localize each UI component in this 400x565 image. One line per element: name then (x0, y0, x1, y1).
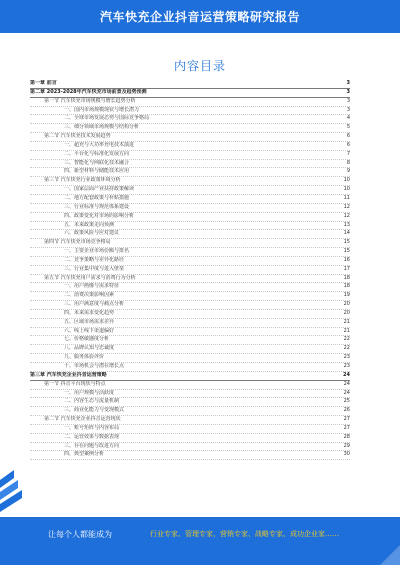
toc-entry-text: 第二章 2023-2028年汽车快充市场前景及趋势预测 (30, 88, 147, 95)
toc-subsection[interactable] (30, 222, 350, 231)
toc-section[interactable] (30, 133, 350, 142)
toc-entry-text: 一、国家层面产业扶持政策解读 (64, 186, 135, 193)
toc-entry-text: 第三节 汽车快充行业政策环境分析 (44, 177, 121, 184)
toc-entry-text: 二、消费决策影响因素 (64, 292, 115, 299)
toc-entry-text: 五、未来政策走向预测 (64, 221, 115, 228)
toc-subsection[interactable] (30, 204, 350, 213)
toc-page-number: 11 (343, 194, 350, 201)
toc-page-number: 7 (346, 150, 350, 157)
toc-page-number: 3 (346, 97, 350, 104)
toc-subsection[interactable] (30, 434, 350, 443)
toc-page-number: 18 (343, 274, 350, 281)
toc-entry-text: 二、运营效果与数据表现 (64, 433, 120, 440)
toc-subsection[interactable] (30, 115, 350, 124)
toc-page-number: 3 (346, 80, 350, 86)
toc-page-number: 28 (343, 433, 350, 440)
toc-page-number: 12 (343, 203, 350, 210)
toc-page-number: 23 (343, 354, 350, 361)
toc-page-number: 29 (343, 442, 350, 449)
toc-entry-text: 五、区域市场需求差异 (64, 318, 115, 325)
toc-section[interactable] (30, 239, 350, 248)
toc-chapter[interactable] (30, 80, 350, 89)
toc-page-number: 17 (343, 265, 350, 272)
toc-subsection[interactable] (30, 248, 350, 257)
toc-subsection[interactable] (30, 319, 350, 328)
toc-page-number: 12 (343, 212, 350, 219)
toc-entry-text: 第一节 抖音平台现状与特点 (44, 380, 106, 387)
toc-entry-text: 八、品牌认知与忠诚度 (64, 345, 115, 352)
toc-page-number: 10 (343, 186, 350, 193)
toc-subsection[interactable] (30, 292, 350, 301)
toc-page-number: 6 (346, 133, 350, 140)
toc-page-number: 4 (346, 115, 350, 122)
toc-subsection[interactable] (30, 451, 350, 460)
toc-entry-text: 二、平台化与标准化发展方向 (64, 150, 130, 157)
toc-heading: 内容目录 (173, 59, 226, 73)
toc-entry-text: 第二节 汽车快充企业抖音运营现状 (44, 416, 121, 423)
toc-subsection[interactable] (30, 310, 350, 319)
toc-page-number: 9 (346, 168, 350, 175)
toc-page-number: 24 (343, 371, 350, 378)
toc-page-number: 15 (343, 239, 350, 246)
toc-entry-text: 三、行业标准与规范体系建设 (64, 203, 130, 210)
toc-section[interactable] (30, 416, 350, 425)
toc-entry-text: 第一节 汽车快充市场规模与增长趋势分析 (44, 97, 136, 104)
toc-page-number: 21 (343, 318, 350, 325)
toc-subsection[interactable] (30, 328, 350, 337)
toc-page-number: 10 (343, 177, 350, 184)
toc-subsection[interactable] (30, 283, 350, 292)
toc-subsection[interactable] (30, 142, 350, 151)
toc-page-number: 13 (343, 221, 350, 228)
toc-entry-text: 三、智能化与网联化技术融合 (64, 159, 130, 166)
toc-subsection[interactable] (30, 398, 350, 407)
toc-section[interactable] (30, 381, 350, 390)
toc-subsection[interactable] (30, 443, 350, 452)
toc-subsection[interactable] (30, 336, 350, 345)
toc-entry-text: 二、地方配套政策与补贴措施 (64, 194, 130, 201)
toc-page-number: 21 (343, 327, 350, 334)
toc-subsection[interactable] (30, 213, 350, 222)
toc-entry-text: 一、主要企业市场份额与排名 (64, 248, 130, 255)
toc-entry-text: 第五节 汽车快充用户需求与消费行为分析 (44, 274, 136, 281)
toc-entry-text: 四、典型案例分析 (64, 451, 105, 458)
toc-page-number: 15 (343, 248, 350, 255)
toc-subsection[interactable] (30, 363, 350, 372)
toc-subsection[interactable] (30, 345, 350, 354)
toc-page-number: 22 (343, 345, 350, 352)
toc-page-number: 24 (343, 380, 350, 387)
toc-subsection[interactable] (30, 195, 350, 204)
toc-entry-text: 二、全球市场发展态势与国际竞争格局 (64, 115, 150, 122)
toc-page-number: 22 (343, 336, 350, 343)
toc-subsection[interactable] (30, 425, 350, 434)
toc-subsection[interactable] (30, 407, 350, 416)
toc-entry-text: 三、行业集中度与进入壁垒 (64, 265, 125, 272)
toc-page-number: 14 (343, 230, 350, 237)
header-bar (0, 0, 400, 33)
toc-subsection[interactable] (30, 186, 350, 195)
toc-page-number: 3 (346, 88, 350, 95)
toc-section[interactable] (30, 177, 350, 186)
toc-page-number: 20 (343, 309, 350, 316)
decorative-stripes (0, 470, 24, 520)
toc-page-number: 5 (346, 124, 350, 131)
toc-page-number: 23 (343, 363, 350, 369)
toc-subsection[interactable] (30, 160, 350, 169)
toc-entry-text: 六、政策风险与应对建议 (64, 230, 120, 237)
toc-entry-text: 七、价格敏感度分析 (64, 336, 110, 343)
toc-section[interactable] (30, 98, 350, 107)
toc-entry-text: 十、市场机会与潜在增长点 (64, 363, 125, 369)
toc-entry-text: 三、存在问题与改进方向 (64, 442, 120, 449)
toc-page-number: 6 (346, 141, 350, 148)
toc-page-number: 18 (343, 283, 350, 290)
toc-page-number: 16 (343, 256, 350, 263)
toc-page-number: 25 (343, 398, 350, 405)
toc-entry-text: 一、超充与大功率充电技术演进 (64, 141, 135, 148)
toc-entry-text: 三、细分领域市场规模与结构分析 (64, 124, 140, 131)
toc-entry-text: 一、国内市场规模现状与增长潜力 (64, 106, 140, 113)
toc-entry-text: 九、服务体验评价 (64, 354, 105, 361)
toc-page-number: 26 (343, 407, 350, 414)
footer-bar (0, 517, 400, 565)
toc-entry-text: 一、用户画像与需求特征 (64, 283, 120, 290)
toc-page-number: 20 (343, 301, 350, 308)
toc-page-number: 19 (343, 292, 350, 299)
toc-chapter[interactable] (30, 89, 350, 98)
toc-page-number: 27 (343, 416, 350, 423)
toc-page-number: 8 (346, 159, 350, 166)
toc-entry-text: 二、内容生态与流量机制 (64, 398, 120, 405)
table-of-contents (30, 80, 350, 460)
toc-entry-text: 第三章 汽车快充企业抖音运营策略 (30, 371, 107, 378)
toc-subsection[interactable] (30, 124, 350, 133)
toc-subsection[interactable] (30, 230, 350, 239)
toc-page-number: 27 (343, 424, 350, 431)
toc-subsection[interactable] (30, 266, 350, 275)
corner-decoration (370, 540, 400, 565)
toc-subsection[interactable] (30, 107, 350, 116)
toc-entry-text: 二、竞争策略与差异化路径 (64, 256, 125, 263)
toc-subsection[interactable] (30, 151, 350, 160)
toc-entry-text: 一、用户规模与活跃度 (64, 389, 115, 396)
toc-entry-text: 第一章 前言 (30, 80, 57, 86)
toc-chapter[interactable] (30, 372, 350, 381)
toc-subsection[interactable] (30, 168, 350, 177)
toc-entry-text: 四、未来需求变化趋势 (64, 309, 115, 316)
toc-page-number: 3 (346, 106, 350, 113)
toc-subsection[interactable] (30, 390, 350, 399)
toc-entry-text: 三、商业化能力与变现模式 (64, 407, 125, 414)
toc-page-number: 30 (343, 451, 350, 458)
toc-section[interactable] (30, 275, 350, 284)
toc-entry-text: 一、账号矩阵与内容布局 (64, 424, 120, 431)
toc-entry-text: 第四节 汽车快充市场竞争格局 (44, 239, 111, 246)
toc-entry-text: 第二节 汽车快充技术发展趋势 (44, 133, 111, 140)
toc-page-number: 24 (343, 389, 350, 396)
footer-professions: 行业专家、管理专家、营销专家、战略专家、成功企业家…… (150, 530, 339, 538)
toc-entry-text: 四、新型材料与储能技术应用 (64, 168, 130, 175)
toc-subsection[interactable] (30, 257, 350, 266)
footer-slogan: 让每个人都能成为 (48, 530, 112, 539)
toc-subsection[interactable] (30, 301, 350, 310)
toc-entry-text: 三、用户满意度与痛点分析 (64, 301, 125, 308)
report-title: 汽车快充企业抖音运营策略研究报告 (99, 10, 300, 24)
toc-entry-text: 六、线上线下渠道偏好 (64, 327, 115, 334)
toc-subsection[interactable] (30, 354, 350, 363)
toc-entry-text: 四、政策变化对市场的影响分析 (64, 212, 135, 219)
